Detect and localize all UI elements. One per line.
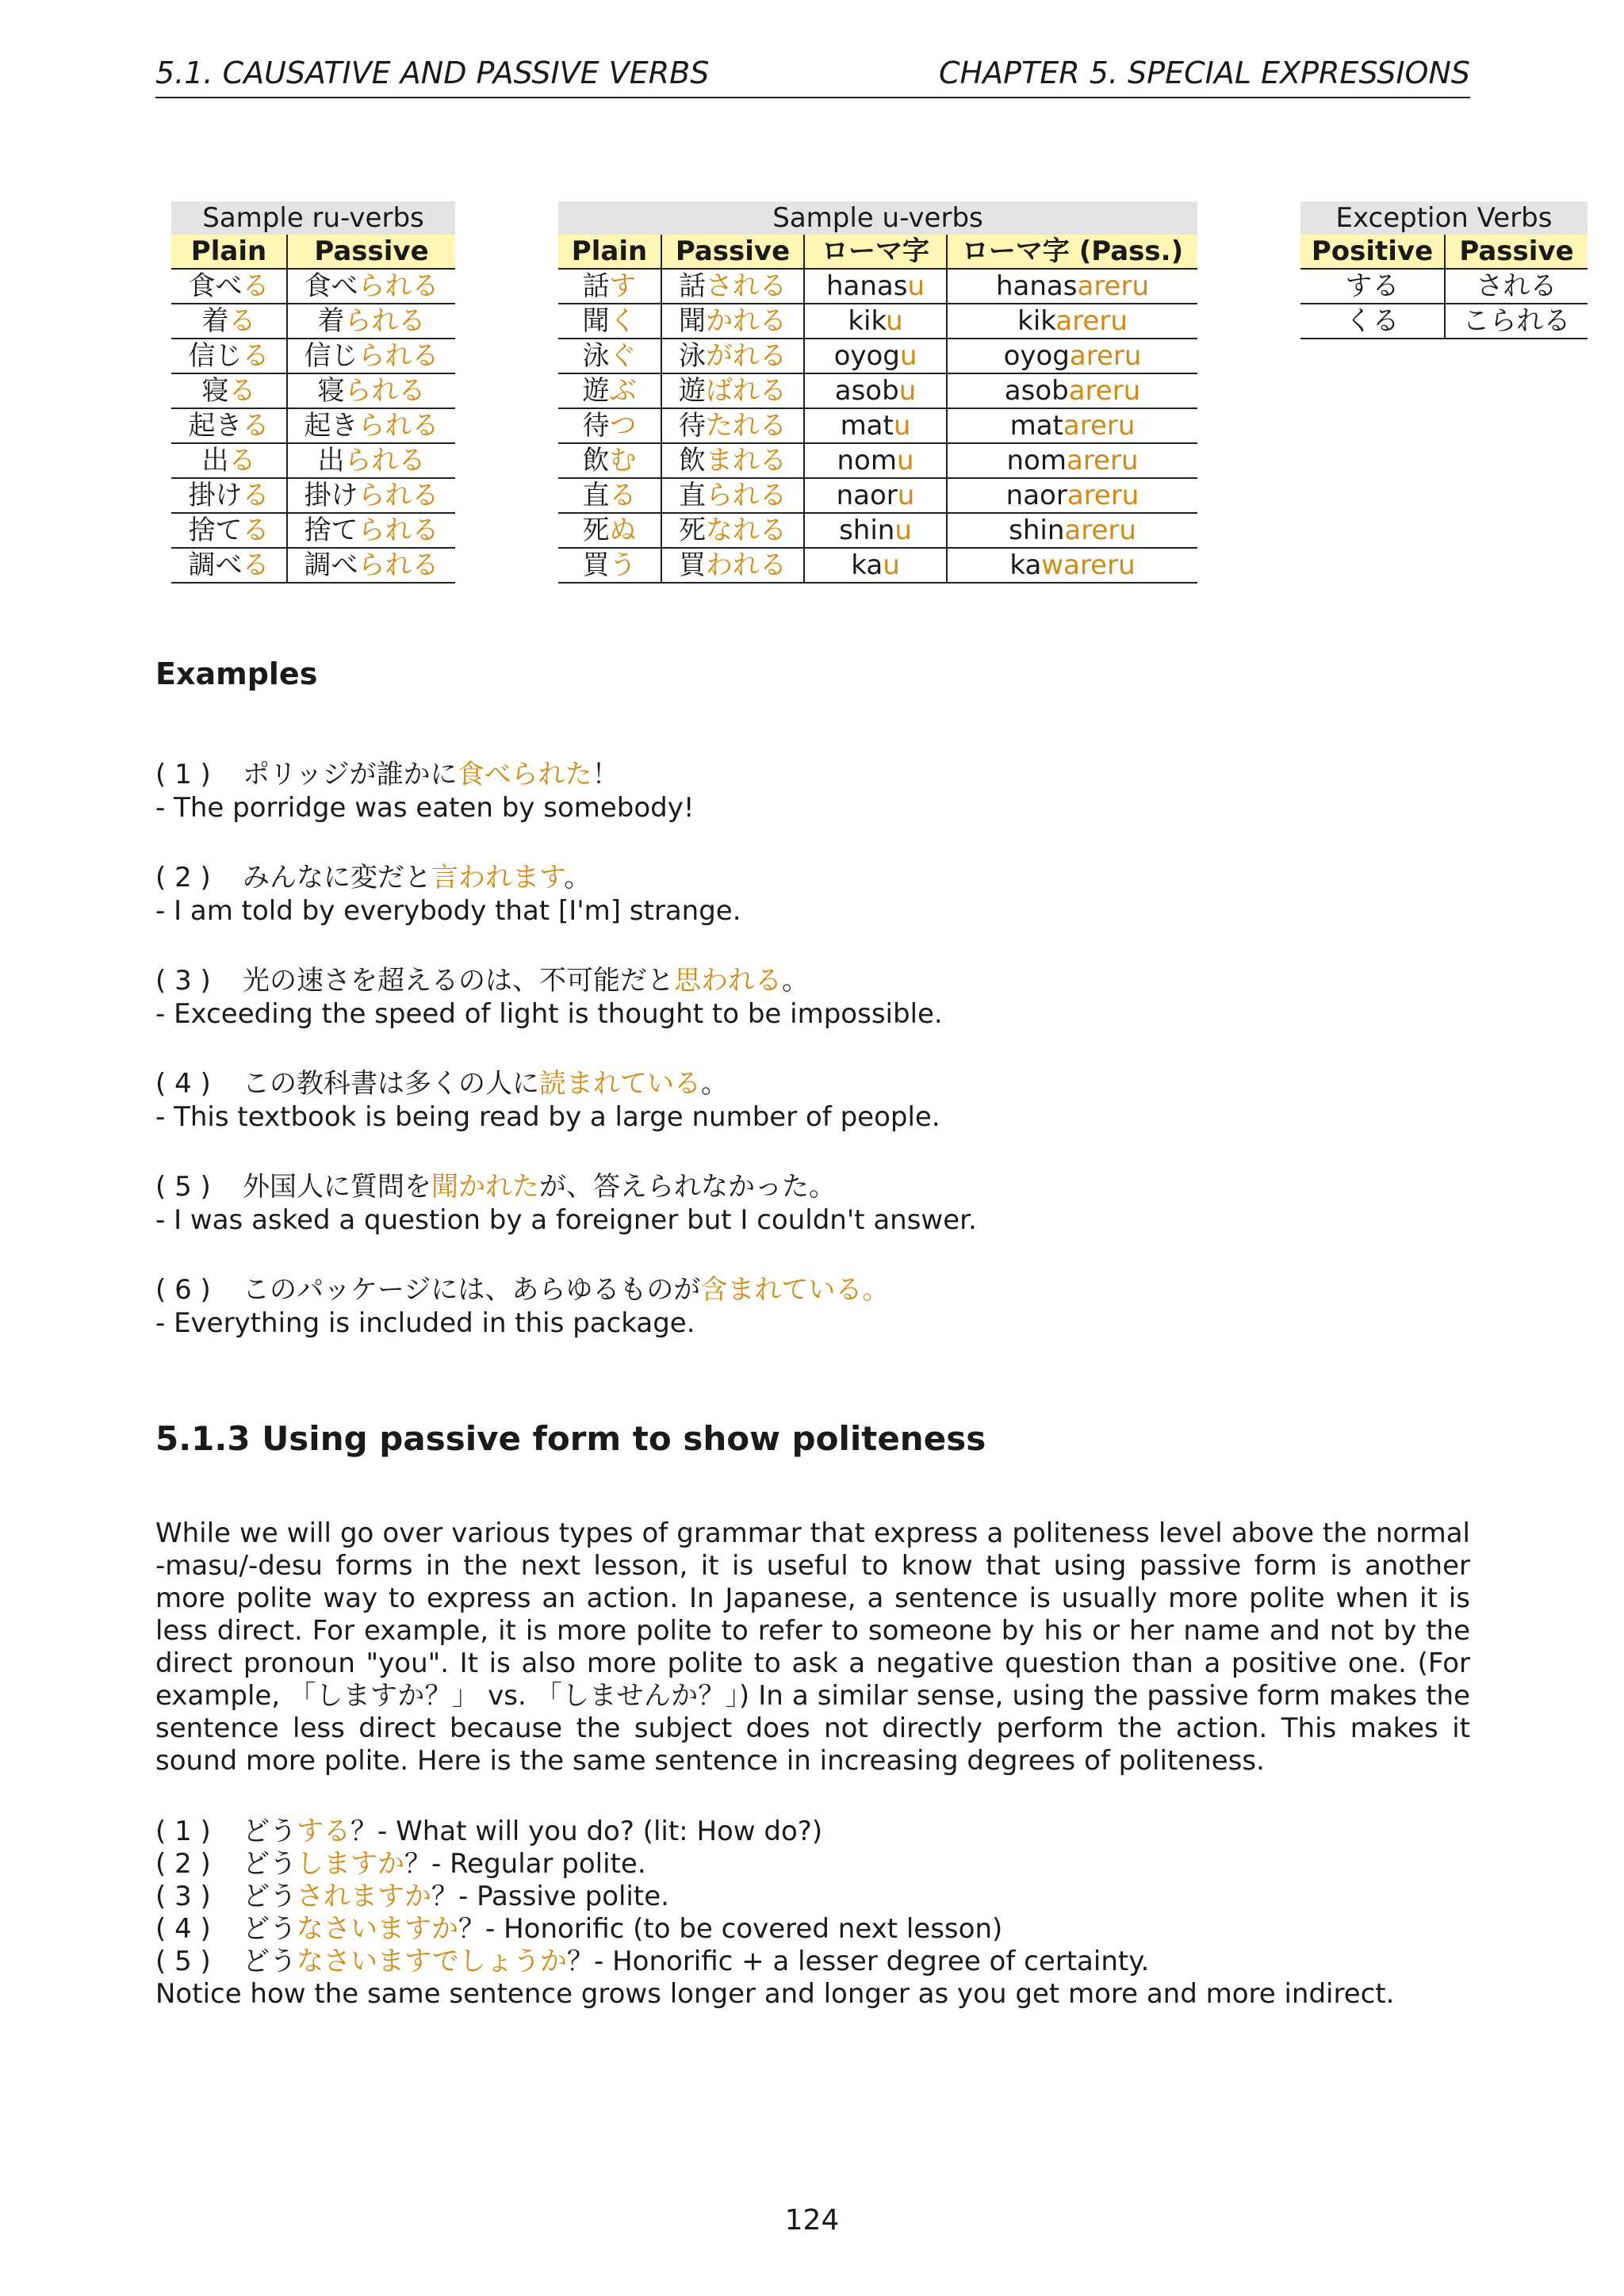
- highlighted-ending: われる: [706, 549, 787, 581]
- table-cell: nomareru: [947, 443, 1197, 478]
- highlighted-ending: u: [898, 375, 917, 407]
- passive-verb: 思われる: [674, 965, 782, 997]
- example-text: 外国人に質問を: [243, 1171, 431, 1203]
- highlighted-ending: る: [228, 305, 256, 337]
- table-row: [171, 269, 455, 304]
- passive-verb: 読まれている: [539, 1068, 701, 1100]
- example-japanese: [155, 964, 943, 997]
- highlighted-ending: る: [609, 480, 637, 511]
- example-text: ！: [592, 759, 619, 790]
- highlighted-ending: wareru: [1041, 549, 1136, 581]
- ladder-text: ？- What will you do? (lit: How do?): [350, 1816, 823, 1847]
- example-number: ( 5 ): [155, 1171, 211, 1203]
- table-cell: naorareru: [947, 478, 1197, 513]
- example-translation: - Exceeding the speed of light is thought to be impossible.: [155, 998, 943, 1030]
- highlighted-ending: られる: [706, 480, 787, 511]
- highlighted-ending: る: [228, 445, 256, 476]
- example-translation: - I am told by everybody that [I'm] strange.: [155, 895, 741, 927]
- closing-note: Notice how the same sentence grows longer and longer as you get more and more indirect.: [155, 1978, 1395, 2010]
- ladder-text: どう: [243, 1848, 297, 1880]
- highlighted-ending: u: [883, 549, 900, 581]
- table-cell: 捨てる: [171, 513, 287, 548]
- example-translation: - I was asked a question by a foreigner but I couldn't answer.: [155, 1204, 977, 1236]
- highlighted-ending: る: [242, 515, 270, 546]
- ladder-number: ( 3 ): [155, 1881, 211, 1912]
- highlighted-ending: ぐ: [609, 340, 637, 372]
- example-item: [155, 1273, 889, 1340]
- column-header: Passive: [287, 235, 455, 269]
- column-header: Passive: [1445, 235, 1588, 269]
- highlighted-ending: areru: [1063, 410, 1136, 442]
- example-japanese: [155, 758, 695, 791]
- paragraph-text: While we will go over various types of grammar that express a politeness level above the normal -masu/-desu forms in the next lesson, it is useful to know that using passive form is another more polite way to express an action. In Japanese, a sentence is usually more polite when it is less direct. For example, it is more polite to refer to someone by his or her name and not by the direct pronoun "you". It is also more polite to ask a negative question than a positive one. (For example, 「しますか？」 vs. 「しませんか？」) In a similar sense, using the passive form makes the sentence less direct because the subject does not directly perform the action. This makes it sound more polite. Here is the same sentence in increasing degrees of politeness.: [155, 1517, 1470, 1777]
- table-row: [558, 443, 1197, 478]
- table-cell: 遊ばれる: [661, 373, 804, 408]
- table-row: [558, 408, 1197, 443]
- highlighted-ending: る: [228, 375, 256, 407]
- table-row: [171, 513, 455, 548]
- table-cell: asobareru: [947, 373, 1197, 408]
- page-number: 124: [784, 2204, 840, 2237]
- highlighted-ending: u: [894, 515, 912, 546]
- highlighted-ending: られる: [358, 515, 439, 546]
- table-header-row: [558, 235, 1197, 269]
- highlighted-ending: られる: [358, 340, 439, 372]
- example-number: ( 6 ): [155, 1274, 211, 1306]
- table-cell: kikareru: [947, 304, 1197, 339]
- table-row: [558, 339, 1197, 373]
- ladder-text: ？- Passive polite.: [431, 1881, 669, 1912]
- highlighted-ending: く: [609, 305, 637, 337]
- table-cell: hanasu: [804, 269, 947, 304]
- ladder-verb: する: [297, 1816, 350, 1847]
- ladder-text: ？- Honorific (to be covered next lesson): [458, 1913, 1003, 1945]
- table-cell: 着られる: [287, 304, 455, 339]
- table-cell: 信じる: [171, 339, 287, 373]
- highlighted-ending: areru: [1055, 305, 1128, 337]
- table-caption: Exception Verbs: [1300, 201, 1588, 235]
- example-japanese: [155, 1273, 889, 1307]
- example-item: [155, 1067, 940, 1134]
- example-item: [155, 758, 695, 825]
- table-cell: 聞く: [558, 304, 661, 339]
- table-header-row: [171, 235, 455, 269]
- table-cell: kau: [804, 548, 947, 583]
- table-cell: 掛ける: [171, 478, 287, 513]
- table-cell: 直る: [558, 478, 661, 513]
- highlighted-ending: まれる: [706, 445, 787, 476]
- table-cell: matu: [804, 408, 947, 443]
- table-caption-row: [558, 201, 1197, 235]
- highlighted-ending: られる: [344, 445, 426, 476]
- table-cell: 話される: [661, 269, 804, 304]
- highlighted-ending: u: [886, 305, 903, 337]
- column-header: ローマ字 (Pass.): [947, 235, 1197, 269]
- table-cell: 起きる: [171, 408, 287, 443]
- highlighted-ending: られる: [344, 305, 426, 337]
- table-cell: 死ぬ: [558, 513, 661, 548]
- table-cell: 買われる: [661, 548, 804, 583]
- column-header: ローマ字: [804, 235, 947, 269]
- column-header: Positive: [1300, 235, 1445, 269]
- passive-verb: 聞かれた: [431, 1171, 539, 1203]
- table-cell: 死なれる: [661, 513, 804, 548]
- highlighted-ending: る: [242, 480, 270, 511]
- example-translation: - This textbook is being read by a large number of people.: [155, 1101, 940, 1133]
- highlighted-ending: られる: [358, 270, 439, 302]
- highlighted-ending: む: [609, 445, 637, 476]
- example-item: [155, 964, 943, 1031]
- column-header: Passive: [661, 235, 804, 269]
- highlighted-ending: u: [897, 480, 915, 511]
- table-cell: くる: [1300, 304, 1445, 339]
- ladder-verb: されますか: [297, 1881, 431, 1912]
- highlighted-ending: る: [242, 340, 270, 372]
- table-cell: shinareru: [947, 513, 1197, 548]
- table-row: [1300, 304, 1588, 339]
- highlighted-ending: ぶ: [609, 375, 637, 407]
- ladder-text: ？- Honorific + a lesser degree of certainty.: [567, 1946, 1150, 1977]
- politeness-paragraph: [155, 1517, 1470, 1777]
- highlighted-ending: つ: [609, 410, 637, 442]
- highlighted-ending: u: [899, 340, 917, 372]
- table-cell: 調べる: [171, 548, 287, 583]
- example-number: ( 4 ): [155, 1068, 211, 1100]
- example-translation: - The porridge was eaten by somebody!: [155, 792, 695, 824]
- ladder-text: どう: [243, 1881, 297, 1912]
- table-cell: 直られる: [661, 478, 804, 513]
- highlighted-ending: す: [609, 270, 637, 302]
- table-cell: asobu: [804, 373, 947, 408]
- header-chapter-title: CHAPTER 5. SPECIAL EXPRESSIONS: [938, 55, 1470, 90]
- highlighted-ending: る: [242, 270, 270, 302]
- running-header: [155, 52, 1470, 98]
- highlighted-ending: う: [609, 549, 637, 581]
- table-header-row: [1300, 235, 1588, 269]
- table-cell: 泳がれる: [661, 339, 804, 373]
- ladder-text: どう: [243, 1913, 297, 1945]
- table-cell: こられる: [1445, 304, 1588, 339]
- example-text: ポリッジが誰かに: [243, 759, 458, 790]
- example-item: [155, 861, 741, 928]
- table-row: [558, 373, 1197, 408]
- example-text: この教科書は多くの人に: [243, 1068, 539, 1100]
- table-cell: oyogu: [804, 339, 947, 373]
- ladder-item: [155, 1946, 1395, 1978]
- table-cell: 着る: [171, 304, 287, 339]
- table-cell: kawareru: [947, 548, 1197, 583]
- ladder-text: どう: [243, 1946, 297, 1977]
- highlighted-ending: られる: [358, 549, 439, 581]
- table-row: [171, 339, 455, 373]
- example-translation: - Everything is included in this package.: [155, 1307, 695, 1339]
- table-cell: naoru: [804, 478, 947, 513]
- table-cell: 待つ: [558, 408, 661, 443]
- ladder-number: ( 1 ): [155, 1816, 211, 1847]
- highlighted-ending: なれる: [706, 515, 787, 546]
- table-cell: 調べられる: [287, 548, 455, 583]
- highlighted-ending: areru: [1066, 445, 1139, 476]
- highlighted-ending: u: [893, 410, 911, 442]
- table-row: [558, 478, 1197, 513]
- table-cell: 泳ぐ: [558, 339, 661, 373]
- table-cell: 話す: [558, 269, 661, 304]
- table-cell: 食べる: [171, 269, 287, 304]
- table-caption-row: [1300, 201, 1588, 235]
- table-cell: matareru: [947, 408, 1197, 443]
- example-number: ( 3 ): [155, 965, 211, 997]
- passive-verb: 含まれている。: [700, 1274, 890, 1306]
- u-verbs-table: [558, 201, 1197, 584]
- table-caption: Sample u-verbs: [558, 201, 1197, 235]
- column-header: Plain: [171, 235, 287, 269]
- table-cell: 飲まれる: [661, 443, 804, 478]
- table-cell: 捨てられる: [287, 513, 455, 548]
- table-row: [171, 548, 455, 583]
- ladder-item: [155, 1881, 1395, 1913]
- ladder-number: ( 2 ): [155, 1848, 211, 1880]
- table-cell: 信じられる: [287, 339, 455, 373]
- highlighted-ending: られる: [344, 375, 426, 407]
- table-cell: hanasareru: [947, 269, 1197, 304]
- table-cell: kiku: [804, 304, 947, 339]
- politeness-ladder: [155, 1816, 1395, 2011]
- table-row: [171, 408, 455, 443]
- table-cell: 出る: [171, 443, 287, 478]
- table-cell: shinu: [804, 513, 947, 548]
- passive-verb: 食べられた: [457, 759, 592, 790]
- table-row: [558, 304, 1197, 339]
- highlighted-ending: ぬ: [609, 515, 637, 546]
- ru-verbs-table: [171, 201, 455, 584]
- table-cell: する: [1300, 269, 1445, 304]
- example-text: 。: [701, 1068, 728, 1100]
- table-cell: 寝る: [171, 373, 287, 408]
- table-row: [171, 373, 455, 408]
- highlighted-ending: u: [907, 270, 925, 302]
- table-cell: 待たれる: [661, 408, 804, 443]
- highlighted-ending: areru: [1064, 515, 1136, 546]
- highlighted-ending: areru: [1077, 270, 1149, 302]
- table-cell: 出られる: [287, 443, 455, 478]
- highlighted-ending: がれる: [706, 340, 787, 372]
- example-text: が、答えられなかった。: [539, 1171, 836, 1203]
- table-cell: 聞かれる: [661, 304, 804, 339]
- ladder-verb: しますか: [297, 1848, 404, 1880]
- table-row: [171, 304, 455, 339]
- table-cell: 掛けられる: [287, 478, 455, 513]
- ladder-item: [155, 1913, 1395, 1946]
- highlighted-ending: られる: [358, 480, 439, 511]
- highlighted-ending: かれる: [706, 305, 787, 337]
- passive-verb: 言われます: [431, 862, 565, 894]
- table-cell: 飲む: [558, 443, 661, 478]
- table-row: [1300, 269, 1588, 304]
- highlighted-ending: る: [242, 410, 270, 442]
- ladder-number: ( 5 ): [155, 1946, 211, 1977]
- highlighted-ending: される: [706, 270, 787, 302]
- table-cell: 起きられる: [287, 408, 455, 443]
- example-text: 。: [782, 965, 809, 997]
- highlighted-ending: ばれる: [706, 375, 787, 407]
- table-cell: される: [1445, 269, 1588, 304]
- table-cell: 寝られる: [287, 373, 455, 408]
- highlighted-ending: られる: [358, 410, 439, 442]
- example-number: ( 2 ): [155, 862, 211, 894]
- column-header: Plain: [558, 235, 661, 269]
- example-japanese: [155, 861, 741, 894]
- ladder-number: ( 4 ): [155, 1913, 211, 1945]
- example-text: このパッケージには、あらゆるものが: [243, 1274, 701, 1306]
- ladder-verb: なさいますでしょうか: [297, 1946, 568, 1977]
- table-row: [171, 443, 455, 478]
- highlighted-ending: areru: [1068, 375, 1141, 407]
- highlighted-ending: areru: [1069, 340, 1142, 372]
- table-row: [171, 478, 455, 513]
- example-item: [155, 1170, 977, 1237]
- ladder-item: [155, 1816, 1395, 1848]
- highlighted-ending: たれる: [706, 410, 787, 442]
- section-heading: 5.1.3 Using passive form to show politeness: [155, 1419, 986, 1458]
- table-row: [558, 513, 1197, 548]
- table-caption: Sample ru-verbs: [171, 201, 455, 235]
- ladder-item: [155, 1848, 1395, 1881]
- ladder-text: ？- Regular polite.: [404, 1848, 646, 1880]
- ladder-verb: なさいますか: [297, 1913, 458, 1945]
- example-japanese: [155, 1170, 977, 1203]
- example-text: みんなに変だと: [243, 862, 431, 894]
- exception-verbs-table: [1300, 201, 1588, 339]
- table-caption-row: [171, 201, 455, 235]
- example-text: 光の速さを超えるのは、不可能だと: [243, 965, 674, 997]
- highlighted-ending: る: [242, 549, 270, 581]
- header-section-title: 5.1. CAUSATIVE AND PASSIVE VERBS: [155, 55, 710, 90]
- example-japanese: [155, 1067, 940, 1100]
- ladder-text: どう: [243, 1816, 297, 1847]
- highlighted-ending: areru: [1067, 480, 1139, 511]
- table-row: [558, 269, 1197, 304]
- table-cell: 遊ぶ: [558, 373, 661, 408]
- example-text: 。: [564, 862, 592, 894]
- table-cell: nomu: [804, 443, 947, 478]
- example-number: ( 1 ): [155, 759, 211, 790]
- table-cell: 買う: [558, 548, 661, 583]
- table-cell: 食べられる: [287, 269, 455, 304]
- examples-heading: Examples: [155, 656, 318, 691]
- highlighted-ending: u: [896, 445, 914, 476]
- table-row: [558, 548, 1197, 583]
- table-cell: oyogareru: [947, 339, 1197, 373]
